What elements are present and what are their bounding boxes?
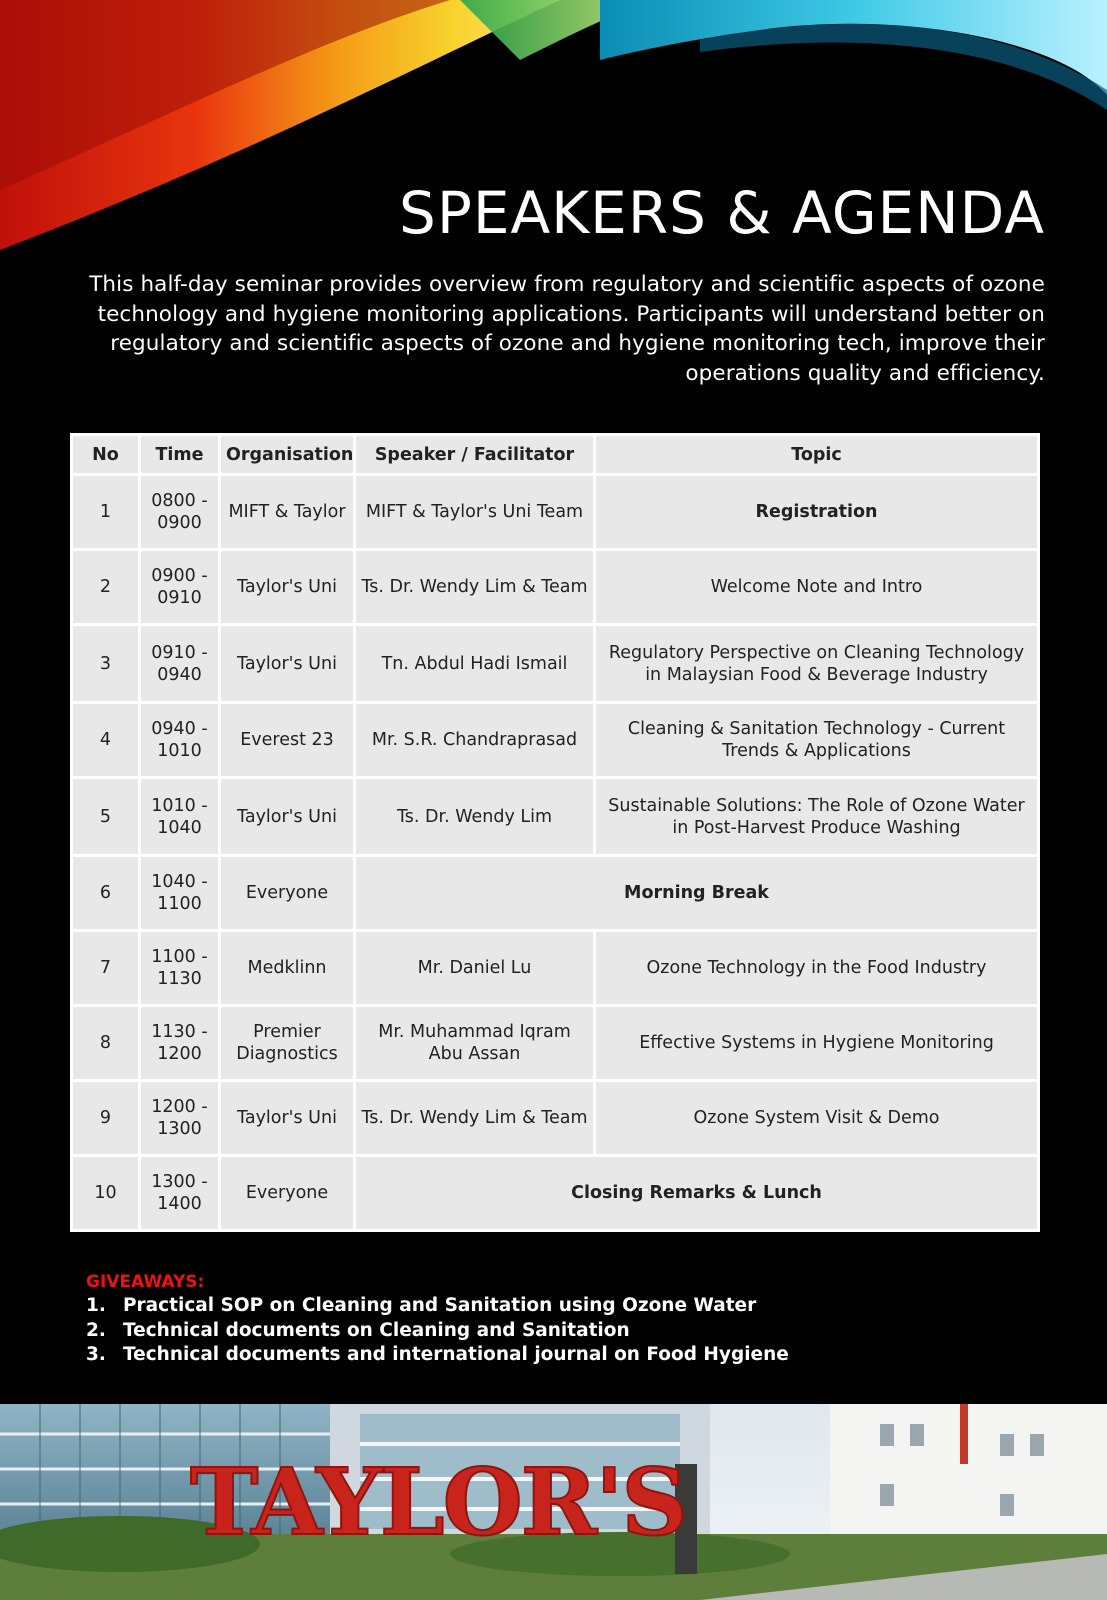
giveaways-list [86, 1294, 789, 1368]
intro-paragraph: This half-day seminar provides overview from regulatory and scientific aspects of ozone technology and hygiene monitoring applications. Participants will understand better on regulatory and scientific aspects of ozone and hygiene monitoring tech, improve their operations quality and efficiency. [89, 272, 1045, 386]
cell-time: 1010 - 1040 [140, 778, 220, 856]
list-item-number: 2. [86, 1319, 106, 1341]
cell-organisation: Medklinn [220, 931, 355, 1006]
cell-speaker: Ts. Dr. Wendy Lim [355, 778, 595, 856]
cell-organisation: Taylor's Uni [220, 778, 355, 856]
cell-speaker: Ts. Dr. Wendy Lim & Team [355, 1081, 595, 1156]
cell-topic: Registration [595, 475, 1039, 550]
cell-time: 1040 - 1100 [140, 856, 220, 931]
cell-time: 1100 - 1130 [140, 931, 220, 1006]
cell-organisation: Taylor's Uni [220, 550, 355, 625]
cell-merged-topic: Closing Remarks & Lunch [355, 1156, 1039, 1231]
cell-time: 0900 - 0910 [140, 550, 220, 625]
cell-time: 1130 - 1200 [140, 1006, 220, 1081]
column-header-no: No [72, 435, 140, 475]
cell-speaker: Mr. Daniel Lu [355, 931, 595, 1006]
table-row [72, 856, 1039, 931]
cell-time: 0940 - 1010 [140, 703, 220, 778]
table-row [72, 1156, 1039, 1231]
giveaways-section [86, 1270, 789, 1368]
cell-topic: Ozone System Visit & Demo [595, 1081, 1039, 1156]
list-item-text: Technical documents on Cleaning and Sanitation [123, 1319, 630, 1341]
campus-photo [0, 1404, 1107, 1600]
column-header-topic: Topic [595, 435, 1039, 475]
cell-organisation: MIFT & Taylor [220, 475, 355, 550]
table-row [72, 1081, 1039, 1156]
table-row [72, 703, 1039, 778]
cell-organisation: Taylor's Uni [220, 625, 355, 703]
cell-time: 1300 - 1400 [140, 1156, 220, 1231]
giveaways-heading: GIVEAWAYS: [86, 1272, 205, 1292]
table-row [72, 778, 1039, 856]
cell-time: 0910 - 0940 [140, 625, 220, 703]
cell-topic: Ozone Technology in the Food Industry [595, 931, 1039, 1006]
cell-no: 10 [72, 1156, 140, 1231]
list-item-text: Technical documents and international journal on Food Hygiene [123, 1344, 789, 1365]
page-title: SPEAKERS & AGENDA [399, 179, 1045, 247]
cell-topic: Cleaning & Sanitation Technology - Current Trends & Applications [595, 703, 1039, 778]
cell-no: 8 [72, 1006, 140, 1081]
cell-topic: Effective Systems in Hygiene Monitoring [595, 1006, 1039, 1081]
cell-no: 5 [72, 778, 140, 856]
list-item [86, 1319, 789, 1344]
table-row [72, 625, 1039, 703]
list-item-number: 1. [86, 1295, 106, 1316]
list-item-text: Practical SOP on Cleaning and Sanitation using Ozone Water [123, 1295, 757, 1316]
cell-speaker: Tn. Abdul Hadi Ismail [355, 625, 595, 703]
cell-topic: Sustainable Solutions: The Role of Ozone Water in Post-Harvest Produce Washing [595, 778, 1039, 856]
cell-speaker: Mr. S.R. Chandraprasad [355, 703, 595, 778]
table-row [72, 550, 1039, 625]
list-item-number: 3. [86, 1344, 106, 1365]
column-header-speaker: Speaker / Facilitator [355, 435, 595, 475]
cell-no: 2 [72, 550, 140, 625]
campus-sign-text: TAYLOR'S [190, 1448, 686, 1556]
cell-topic: Regulatory Perspective on Cleaning Technology in Malaysian Food & Beverage Industry [595, 625, 1039, 703]
cell-topic: Welcome Note and Intro [595, 550, 1039, 625]
cell-no: 4 [72, 703, 140, 778]
agenda-table [70, 433, 1040, 1232]
column-header-organisation: Organisation [220, 435, 355, 475]
column-header-time: Time [140, 435, 220, 475]
cell-speaker: MIFT & Taylor's Uni Team [355, 475, 595, 550]
cell-speaker: Ts. Dr. Wendy Lim & Team [355, 550, 595, 625]
table-row [72, 1006, 1039, 1081]
cell-organisation: Taylor's Uni [220, 1081, 355, 1156]
cell-organisation: Everyone [220, 856, 355, 931]
cell-speaker: Mr. Muhammad Iqram Abu Assan [355, 1006, 595, 1081]
table-header-row [72, 435, 1039, 475]
cell-organisation: Everyone [220, 1156, 355, 1231]
cell-no: 3 [72, 625, 140, 703]
table-row [72, 475, 1039, 550]
cell-no: 9 [72, 1081, 140, 1156]
table-row [72, 931, 1039, 1006]
cell-time: 0800 - 0900 [140, 475, 220, 550]
cell-no: 1 [72, 475, 140, 550]
cell-merged-topic: Morning Break [355, 856, 1039, 931]
cell-organisation: Everest 23 [220, 703, 355, 778]
cell-organisation: Premier Diagnostics [220, 1006, 355, 1081]
cell-no: 6 [72, 856, 140, 931]
list-item [86, 1343, 789, 1368]
cell-time: 1200 - 1300 [140, 1081, 220, 1156]
cell-no: 7 [72, 931, 140, 1006]
list-item [86, 1294, 789, 1319]
